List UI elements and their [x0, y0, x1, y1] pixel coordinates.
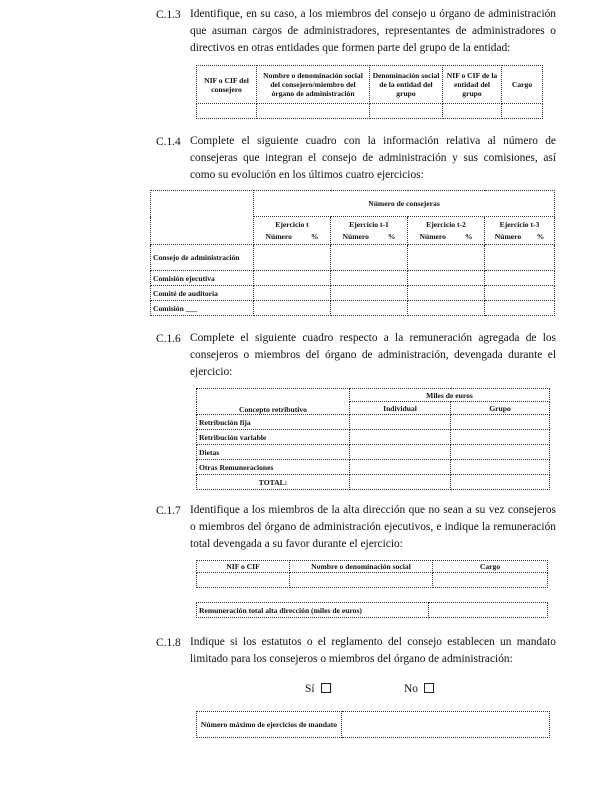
option-si[interactable] [305, 683, 331, 695]
section-number-c14: C.1.4 [156, 136, 181, 148]
sub-header-numero: Número [494, 232, 522, 241]
table-header: Concepto retributivo [197, 389, 350, 415]
table-c18 [196, 711, 550, 738]
table-cell [254, 271, 331, 286]
table-header [254, 217, 331, 245]
table-header [485, 217, 555, 245]
section-number-c17: C.1.7 [156, 505, 181, 517]
table-cell [197, 573, 290, 588]
table-c17 [196, 560, 548, 588]
table-cell [485, 245, 555, 271]
table-cell [408, 286, 485, 301]
total-label: TOTAL: [197, 475, 350, 490]
table-cell [485, 271, 555, 286]
sub-header-pct: % [464, 232, 473, 241]
checkbox-icon[interactable] [424, 683, 434, 693]
exercise-label: Ejercicio t [275, 220, 309, 229]
table-cell [197, 104, 257, 119]
table-header: NIF o CIF [197, 561, 290, 573]
table-header: Individual [350, 402, 451, 415]
table-cell [350, 460, 451, 475]
table-cell [451, 460, 550, 475]
sub-header-numero: Número [265, 232, 292, 241]
table-cell [350, 475, 451, 490]
sub-header-pct: % [310, 232, 319, 241]
table-cell [451, 415, 550, 430]
table-c16 [196, 388, 550, 490]
table-cell [331, 271, 408, 286]
table-cell [331, 301, 408, 316]
option-si-label: Sí [305, 683, 315, 695]
section-number-c18: C.1.8 [156, 637, 181, 649]
table-cell [408, 301, 485, 316]
row-label: Dietas [197, 445, 350, 460]
table-cell [451, 430, 550, 445]
option-no[interactable] [404, 683, 434, 695]
table-cell [443, 104, 502, 119]
row-label: Remuneración total alta dirección (miles de euros) [197, 603, 429, 618]
table-c17-total [196, 602, 548, 618]
table-header: Grupo [451, 402, 550, 415]
table-cell [429, 603, 548, 618]
sub-header-pct: % [536, 232, 545, 241]
table-cell [331, 245, 408, 271]
row-label: Consejo de administración [151, 245, 254, 271]
table-cell [257, 104, 370, 119]
table-c13 [196, 65, 543, 119]
table-cell [342, 712, 550, 738]
section-text-c17: Identifique a los miembros de la alta dirección que no sean a su vez consejeros o miembros del órgano de administración ejecutivos, e indique la remuneración total devengada a su favor durante el ejercicio: [190, 504, 556, 550]
table-cell [502, 104, 543, 119]
table-cell [254, 301, 331, 316]
table-header [408, 217, 485, 245]
table-cell [485, 286, 555, 301]
table-cell [254, 286, 331, 301]
row-label: Retribución fija [197, 415, 350, 430]
table-cell [451, 445, 550, 460]
table-cell [408, 271, 485, 286]
option-no-label: No [404, 683, 418, 695]
row-label: Comisión ejecutiva [151, 271, 254, 286]
row-label: Comisión ___ [151, 301, 254, 316]
exercise-label: Ejercicio t-2 [426, 220, 466, 229]
table-group-header: Número de consejeras [254, 191, 555, 217]
table-cell [254, 245, 331, 271]
table-header: NIF o CIF de la entidad del grupo [443, 66, 502, 104]
table-cell [151, 191, 254, 245]
table-header: Cargo [433, 561, 548, 573]
row-label: Retribución variable [197, 430, 350, 445]
exercise-label: Ejercicio t-1 [349, 220, 389, 229]
table-cell [331, 286, 408, 301]
table-header: Nombre o denominación social [290, 561, 433, 573]
table-c14 [150, 190, 555, 316]
table-group-header: Miles de euros [350, 389, 550, 402]
table-header: Cargo [502, 66, 543, 104]
section-text-c13: Identifique, en su caso, a los miembros del consejo u órgano de administración que asuman cargos de administradores, representantes de administradores o directivos en otras entidades que formen parte del grupo de la entidad: [190, 8, 556, 54]
table-cell [408, 245, 485, 271]
table-header: Nombre o denominación social del consejero/miembro del órgano de administración [257, 66, 370, 104]
table-cell [433, 573, 548, 588]
table-cell [350, 415, 451, 430]
table-cell [451, 475, 550, 490]
section-text-c16: Complete el siguiente cuadro respecto a la remuneración agregada de los consejeros o miembros del órgano de administración, devengada durante el ejercicio: [190, 332, 556, 378]
row-label: Número máximo de ejercicios de mandato [197, 712, 342, 738]
table-header: NIF o CIF del consejero [197, 66, 257, 104]
sub-header-pct: % [387, 232, 396, 241]
table-header [331, 217, 408, 245]
table-cell [350, 445, 451, 460]
sub-header-numero: Número [342, 232, 369, 241]
sub-header-numero: Número [419, 232, 446, 241]
row-label: Otras Remuneraciones [197, 460, 350, 475]
checkbox-icon[interactable] [321, 683, 331, 693]
table-cell [290, 573, 433, 588]
section-text-c14: Complete el siguiente cuadro con la información relativa al número de consejeras que integran el consejo de administración y sus comisiones, así como su evolución en los últimos cuatro ejercicios: [190, 135, 556, 181]
exercise-label: Ejercicio t-3 [499, 220, 540, 229]
section-number-c16: C.1.6 [156, 333, 181, 345]
row-label: Comité de auditoría [151, 286, 254, 301]
section-text-c18: Indique si los estatutos o el reglamento del consejo establecen un mandato limitado para los consejeros o miembros del órgano de administración: [190, 636, 556, 665]
table-cell [350, 430, 451, 445]
table-cell [485, 301, 555, 316]
section-number-c13: C.1.3 [156, 9, 181, 21]
table-header: Denominación social de la entidad del grupo [370, 66, 443, 104]
table-cell [370, 104, 443, 119]
